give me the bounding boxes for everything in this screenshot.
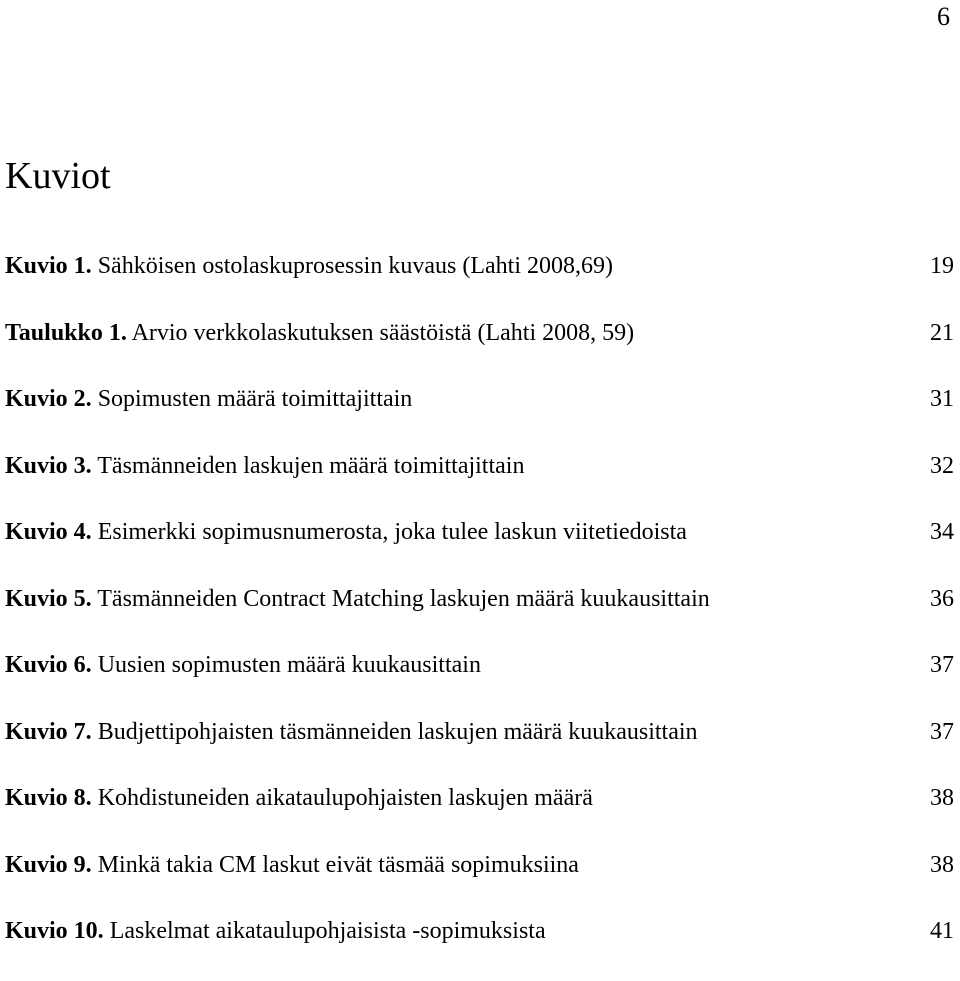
toc-entry-label: Kuvio 9. <box>5 851 92 878</box>
toc-entry-title: Laskelmat aikataulupohjaisista -sopimuksista <box>109 918 546 944</box>
toc-entry-text <box>5 449 524 483</box>
toc-entry[interactable] <box>5 449 954 516</box>
toc-entry-page: 31 <box>930 386 954 412</box>
toc-entry-title: Täsmänneiden laskujen määrä toimittajittain <box>97 452 525 479</box>
toc-entry-page: 21 <box>930 319 954 346</box>
toc-entry-label: Kuvio 10. <box>5 918 104 944</box>
toc-entry[interactable] <box>5 781 954 848</box>
page-number: 6 <box>937 2 950 31</box>
toc-entry-page: 41 <box>930 918 954 944</box>
toc-entry-label: Kuvio 1. <box>5 253 92 279</box>
toc-entry-title: Kohdistuneiden aikataulupohjaisten laskujen määrä <box>97 785 593 811</box>
toc-entry[interactable] <box>5 582 954 649</box>
toc-entry-label: Kuvio 5. <box>5 585 92 612</box>
toc-entry-page: 34 <box>930 519 954 545</box>
toc-entry-text <box>5 382 412 416</box>
toc-entry-text <box>5 316 634 350</box>
toc-entry-label: Kuvio 3. <box>5 452 92 479</box>
toc-entry-page: 32 <box>930 452 954 479</box>
toc-entry-page: 37 <box>930 718 954 745</box>
toc-entry-title: Budjettipohjaisten täsmänneiden laskujen määrä kuukausittain <box>97 718 698 745</box>
toc-entry-title: Uusien sopimusten määrä kuukausittain <box>97 652 481 678</box>
toc-entry[interactable] <box>5 382 954 449</box>
page-title: Kuviot <box>5 155 111 197</box>
toc-entry-page: 19 <box>930 253 954 279</box>
toc-entry-text <box>5 781 593 815</box>
toc-entry-label: Kuvio 8. <box>5 785 92 811</box>
toc-entry-text <box>5 914 546 948</box>
toc-entry-title: Arvio verkkolaskutuksen säästöistä (Lahti 2008, 59) <box>131 319 635 346</box>
toc-entry[interactable] <box>5 715 954 782</box>
figure-list <box>5 249 954 981</box>
toc-entry-label: Kuvio 6. <box>5 652 92 678</box>
toc-entry-text <box>5 715 698 749</box>
toc-entry-page: 37 <box>930 652 954 678</box>
toc-entry-text <box>5 515 687 549</box>
toc-entry-text <box>5 582 710 616</box>
toc-entry-text <box>5 848 579 882</box>
toc-entry-title: Esimerkki sopimusnumerosta, joka tulee laskun viitetiedoista <box>97 519 687 545</box>
toc-entry-page: 38 <box>930 851 954 878</box>
toc-entry-title: Sähköisen ostolaskuprosessin kuvaus (Lahti 2008,69) <box>97 253 613 279</box>
toc-entry-page: 36 <box>930 585 954 612</box>
toc-entry[interactable] <box>5 914 954 981</box>
toc-entry-text <box>5 249 613 283</box>
toc-entry-title: Täsmänneiden Contract Matching laskujen määrä kuukausittain <box>97 585 710 612</box>
toc-entry-page: 38 <box>930 785 954 811</box>
toc-entry-title: Minkä takia CM laskut eivät täsmää sopimuksiina <box>97 851 579 878</box>
toc-entry-label: Kuvio 4. <box>5 519 92 545</box>
toc-entry-label: Kuvio 7. <box>5 718 92 745</box>
toc-entry[interactable] <box>5 249 954 316</box>
toc-entry[interactable] <box>5 648 954 715</box>
toc-entry[interactable] <box>5 316 954 383</box>
toc-entry-label: Taulukko 1. <box>5 319 127 346</box>
toc-entry-label: Kuvio 2. <box>5 386 92 412</box>
toc-entry-title: Sopimusten määrä toimittajittain <box>97 386 413 412</box>
toc-entry[interactable] <box>5 848 954 915</box>
toc-entry[interactable] <box>5 515 954 582</box>
toc-entry-text <box>5 648 481 682</box>
